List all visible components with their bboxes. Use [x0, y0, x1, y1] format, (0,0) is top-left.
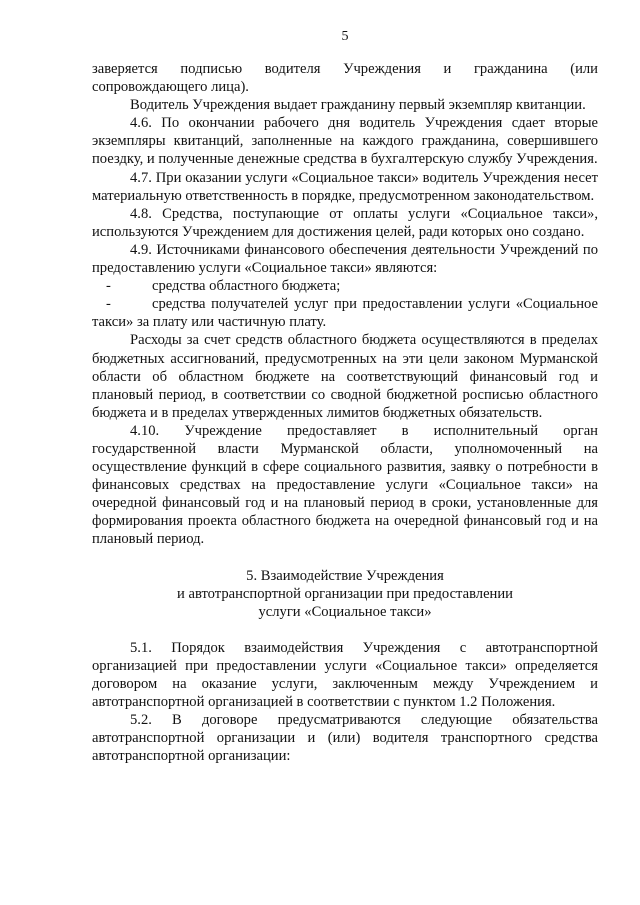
list-dash: - — [106, 278, 111, 295]
paragraph-4-7: 4.7. При оказании услуги «Социальное такси» водитель Учреждения несет материальную ответственность в порядке, предусмотренном законодательством. — [92, 169, 598, 204]
paragraph-4-9: 4.9. Источниками финансового обеспечения деятельности Учреждений по предоставлению услуги «Социальное такси» являются: — [92, 241, 598, 277]
list-item — [92, 277, 598, 295]
section-heading-line: 5. Взаимодействие Учреждения — [246, 567, 444, 584]
section-heading-line: услуги «Социальное такси» — [258, 603, 432, 620]
paragraph-driver-receipt: Водитель Учреждения выдает гражданину первый экземпляр квитанции. — [130, 97, 586, 114]
document-body — [92, 60, 598, 765]
list-item — [92, 295, 598, 331]
list-item-text: средства областного бюджета; — [152, 278, 341, 295]
list-item-text: средства получателей услуг при предоставлении услуги «Социальное такси» за плату или частичную плату. — [92, 296, 598, 331]
paragraph-4-8: 4.8. Средства, поступающие от оплаты услуги «Социальное такси», используются Учреждением для достижения целей, ради которых оно создано. — [92, 205, 598, 240]
paragraph-5-2: 5.2. В договоре предусматриваются следующие обязательства автотранспортной организации и (или) водителя транспортного средства автотранспортной организации: — [92, 712, 598, 765]
list-dash: - — [106, 296, 111, 313]
paragraph-budget-expenses: Расходы за счет средств областного бюджета осуществляются в пределах бюджетных ассигнований, предусмотренных на эти цели законом Мурманской области об областном бюджете на соответствующий финансовый год и плановый период, в соответствии со сводной бюджетной росписью областного бюджета и в пределах утвержденных лимитов бюджетных обязательств. — [92, 332, 598, 421]
paragraph-4-6: 4.6. По окончании рабочего дня водитель Учреждения сдает вторые экземпляры квитанций, заполненные на каждого гражданина, совершившего поездку, и полученные денежные средства в бухгалтерскую службу Учреждения. — [92, 115, 598, 168]
paragraph-5-1: 5.1. Порядок взаимодействия Учреждения с автотранспортной организацией при предоставлении услуги «Социальное такси» определяется договором на оказание услуги, заключенным между Учреждением и автотранспортной организацией в соответствии с пунктом 1.2 Положения. — [92, 639, 598, 711]
page-number: 5 — [341, 29, 349, 44]
paragraph-continuation: заверяется подписью водителя Учреждения и гражданина (или сопровождающего лица). — [92, 61, 598, 96]
paragraph-4-10: 4.10. Учреждение предоставляет в исполнительный орган государственной власти Мурманской области, уполномоченный на осуществление функций в сфере социального развития, заявку о потребности в финансовых средствах на предоставление услуги «Социальное такси» на очередной финансовый год и на плановый период в сроки, установленные для формирования проекта областного бюджета на очередной финансовый год и на плановый период. — [92, 422, 598, 548]
section-heading-line: и автотранспортной организации при предоставлении — [177, 585, 513, 602]
section-heading — [92, 567, 598, 621]
